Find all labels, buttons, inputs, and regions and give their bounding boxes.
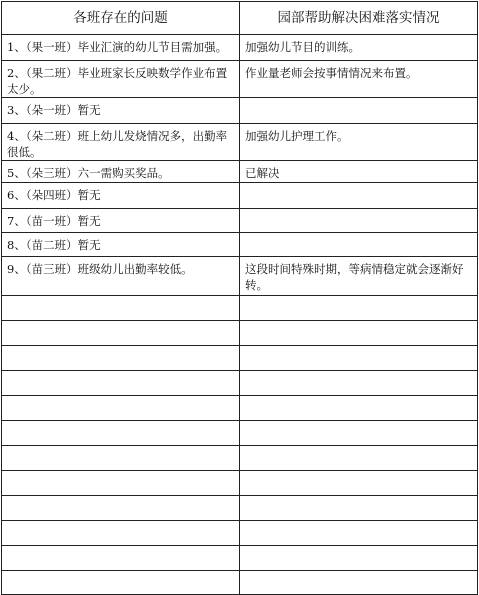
- table-row: [2, 183, 478, 209]
- issue-cell: 1、（果一班）毕业汇演的幼儿节目需加强。: [7, 40, 228, 54]
- issue-cell: 2、（果二班）毕业班家长反映数学作业布置太少。: [7, 66, 228, 96]
- table-row: [2, 209, 478, 233]
- empty-row: [2, 421, 478, 446]
- issue-cell: 6、（朵四班）暂无: [7, 188, 101, 202]
- header-issues: 各班存在的问题: [2, 2, 240, 35]
- empty-row: [2, 446, 478, 471]
- table-row: [2, 257, 478, 296]
- issue-cell: 5、（朵三班）六一需购买奖品。: [7, 166, 170, 180]
- empty-row: [2, 371, 478, 396]
- table-row: [2, 161, 478, 183]
- empty-row: [2, 296, 478, 321]
- table-row: [2, 124, 478, 161]
- resolution-cell: [240, 233, 477, 237]
- empty-row: [2, 546, 478, 571]
- header-resolution: 园部帮助解决困难落实情况: [240, 2, 478, 35]
- empty-row: [2, 396, 478, 421]
- issue-cell: 8、（苗二班）暂无: [7, 238, 101, 252]
- table-row: [2, 233, 478, 257]
- table-row: [2, 98, 478, 124]
- issue-cell: 3、（朵一班）暂无: [7, 103, 101, 117]
- resolution-cell: [240, 209, 477, 213]
- resolution-cell: 加强幼儿节目的训练。: [245, 40, 360, 54]
- table-row: [2, 35, 478, 61]
- resolution-cell: [240, 98, 477, 102]
- issue-cell: 4、（朵二班）班上幼儿发烧情况多，出勤率很低。: [7, 129, 228, 159]
- resolution-cell: 作业量老师会按事情情况来布置。: [245, 66, 418, 80]
- table-row: [2, 61, 478, 98]
- empty-row: [2, 346, 478, 371]
- issues-table: [1, 1, 478, 595]
- empty-row: [2, 471, 478, 496]
- issue-cell: 9、（苗三班）班级幼儿出勤率较低。: [7, 262, 193, 276]
- issue-cell: 7、（苗一班）暂无: [7, 214, 101, 228]
- resolution-cell: [240, 183, 477, 187]
- resolution-cell: 已解决: [245, 166, 280, 180]
- empty-row: [2, 571, 478, 595]
- empty-row: [2, 496, 478, 521]
- resolution-cell: 这段时间特殊时期，等病情稳定就会逐渐好转。: [245, 262, 464, 292]
- empty-row: [2, 521, 478, 546]
- resolution-cell: 加强幼儿护理工作。: [245, 129, 349, 143]
- empty-row: [2, 321, 478, 346]
